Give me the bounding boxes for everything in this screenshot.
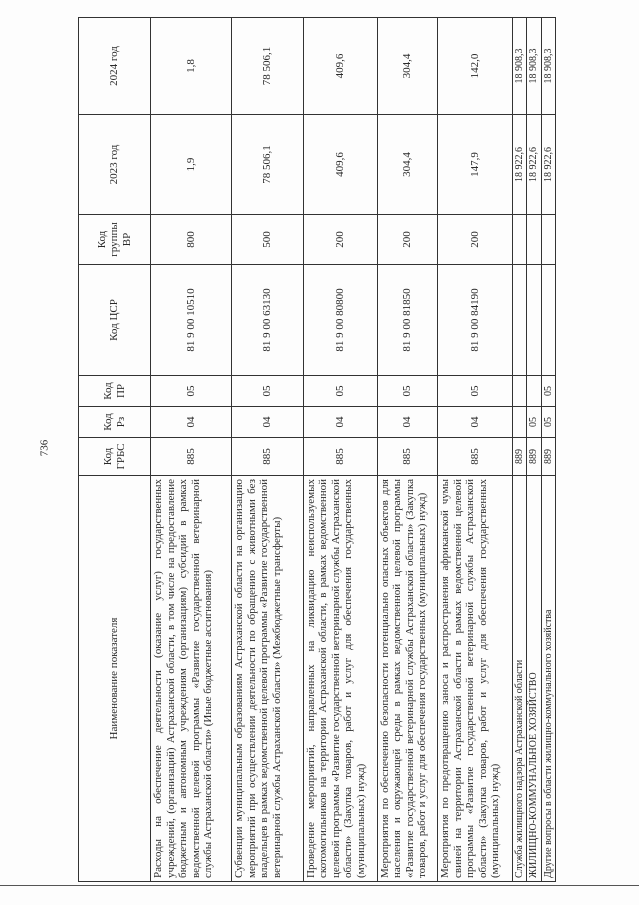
row-csr — [512, 265, 526, 376]
row-2023: 78 506,1 — [232, 115, 304, 215]
row-rz: 05 — [527, 407, 541, 438]
header-2023: 2023 год — [79, 115, 151, 215]
row-csr: 81 9 00 10510 — [151, 265, 232, 376]
row-name: Другие вопросы в области жилищно-коммунального хозяйства — [541, 476, 555, 882]
row-rz — [512, 407, 526, 438]
row-vr: 800 — [151, 215, 232, 265]
row-grbs: 889 — [541, 438, 555, 476]
row-name: ЖИЛИЩНО-КОММУНАЛЬНОЕ ХОЗЯЙСТВО — [527, 476, 541, 882]
page-number: 736 — [38, 439, 51, 457]
table-row — [303, 18, 377, 882]
row-csr: 81 9 00 81850 — [377, 265, 437, 376]
row-name: Мероприятия по предотвращению заноса и распространения африканской чумы свиней на территории Астраханской области в рамках ведомственной целевой программы «Развитие государственной ветеринарной службы Астраханской области» (Закупка товаров, работ и услуг для обеспечения государственных (муниципальных) нужд) — [438, 476, 513, 882]
row-2023: 304,4 — [377, 115, 437, 215]
row-csr — [527, 265, 541, 376]
row-2024: 142,0 — [438, 18, 513, 115]
table-header-row — [79, 18, 151, 882]
rotated-table-container — [78, 18, 556, 882]
row-rz: 04 — [232, 407, 304, 438]
row-pr — [512, 376, 526, 407]
header-pr: Код ПР — [79, 376, 151, 407]
row-csr: 81 9 00 84190 — [438, 265, 513, 376]
row-csr: 81 9 00 63130 — [232, 265, 304, 376]
row-vr — [541, 215, 555, 265]
table-row — [527, 18, 541, 882]
table-row — [232, 18, 304, 882]
row-2024: 304,4 — [377, 18, 437, 115]
row-name: Проведение мероприятий, направленных на ликвидацию неиспользуемых скотомогильников на территории Астраханской области, в рамках ведомственной целевой программы «Развитие государственной ветеринарной службы Астраханской области» (Закупка товаров, работ и услуг для обеспечения государственных (муниципальных) нужд) — [303, 476, 377, 882]
header-vr: Код группы ВР — [79, 215, 151, 265]
header-rz: Код Рз — [79, 407, 151, 438]
row-2024: 18 908,3 — [541, 18, 555, 115]
row-2024: 18 908,3 — [527, 18, 541, 115]
table-row — [438, 18, 513, 882]
row-grbs: 885 — [438, 438, 513, 476]
row-rz: 05 — [541, 407, 555, 438]
row-grbs: 885 — [232, 438, 304, 476]
row-2023: 18 922,6 — [527, 115, 541, 215]
row-grbs: 889 — [527, 438, 541, 476]
row-grbs: 885 — [377, 438, 437, 476]
row-grbs: 885 — [303, 438, 377, 476]
row-2024: 78 506,1 — [232, 18, 304, 115]
bottom-rule — [0, 885, 639, 886]
row-rz: 04 — [377, 407, 437, 438]
row-vr — [512, 215, 526, 265]
row-2024: 1,8 — [151, 18, 232, 115]
row-vr: 200 — [377, 215, 437, 265]
table-row — [377, 18, 437, 882]
row-grbs: 885 — [151, 438, 232, 476]
row-pr: 05 — [232, 376, 304, 407]
row-vr: 200 — [303, 215, 377, 265]
row-name: Служба жилищного надзора Астраханской области — [512, 476, 526, 882]
row-2023: 18 922,6 — [512, 115, 526, 215]
row-vr — [527, 215, 541, 265]
header-2024: 2024 год — [79, 18, 151, 115]
budget-table — [78, 17, 556, 882]
row-2024: 409,6 — [303, 18, 377, 115]
row-pr: 05 — [303, 376, 377, 407]
row-vr: 200 — [438, 215, 513, 265]
row-2023: 1,9 — [151, 115, 232, 215]
row-csr — [541, 265, 555, 376]
row-pr: 05 — [151, 376, 232, 407]
header-grbs: Код ГРБС — [79, 438, 151, 476]
row-2023: 18 922,6 — [541, 115, 555, 215]
row-csr: 81 9 00 80800 — [303, 265, 377, 376]
table-row — [512, 18, 526, 882]
row-pr: 05 — [438, 376, 513, 407]
row-2023: 147,9 — [438, 115, 513, 215]
row-grbs: 889 — [512, 438, 526, 476]
table-row — [541, 18, 555, 882]
row-vr: 500 — [232, 215, 304, 265]
row-2023: 409,6 — [303, 115, 377, 215]
row-name: Субвенции муниципальным образованиям Астраханской области на организацию мероприятий при осуществлении деятельности по обращению с животными без владельцев в рамках ведомственной целевой программы «Развитие государственной ветеринарной службы Астраханской области» (Межбюджетные трансферты) — [232, 476, 304, 882]
row-pr: 05 — [377, 376, 437, 407]
header-csr: Код ЦСР — [79, 265, 151, 376]
row-pr — [527, 376, 541, 407]
row-2024: 18 908,3 — [512, 18, 526, 115]
header-name: Наименование показателя — [79, 476, 151, 882]
row-name: Мероприятия по обеспечению безопасности потенциально опасных объектов для населения и окружающей среды в рамках ведомственной целевой программы «Развитие государственной ветеринарной службы Астраханской области» (Закупка товаров, работ и услуг для обеспечения государственных (муниципальных) нужд) — [377, 476, 437, 882]
row-rz: 04 — [303, 407, 377, 438]
row-pr: 05 — [541, 376, 555, 407]
row-rz: 04 — [438, 407, 513, 438]
row-rz: 04 — [151, 407, 232, 438]
table-row — [151, 18, 232, 882]
row-name: Расходы на обеспечение деятельности (оказание услуг) государственных учреждений, (организаций) Астраханской области, в том числе на предоставление бюджетным и автономным учреждениям (организациям) субсидий в рамках ведомственной целевой программы «Развитие государственной ветеринарной службы Астраханской области» (Иные бюджетные ассигнования) — [151, 476, 232, 882]
